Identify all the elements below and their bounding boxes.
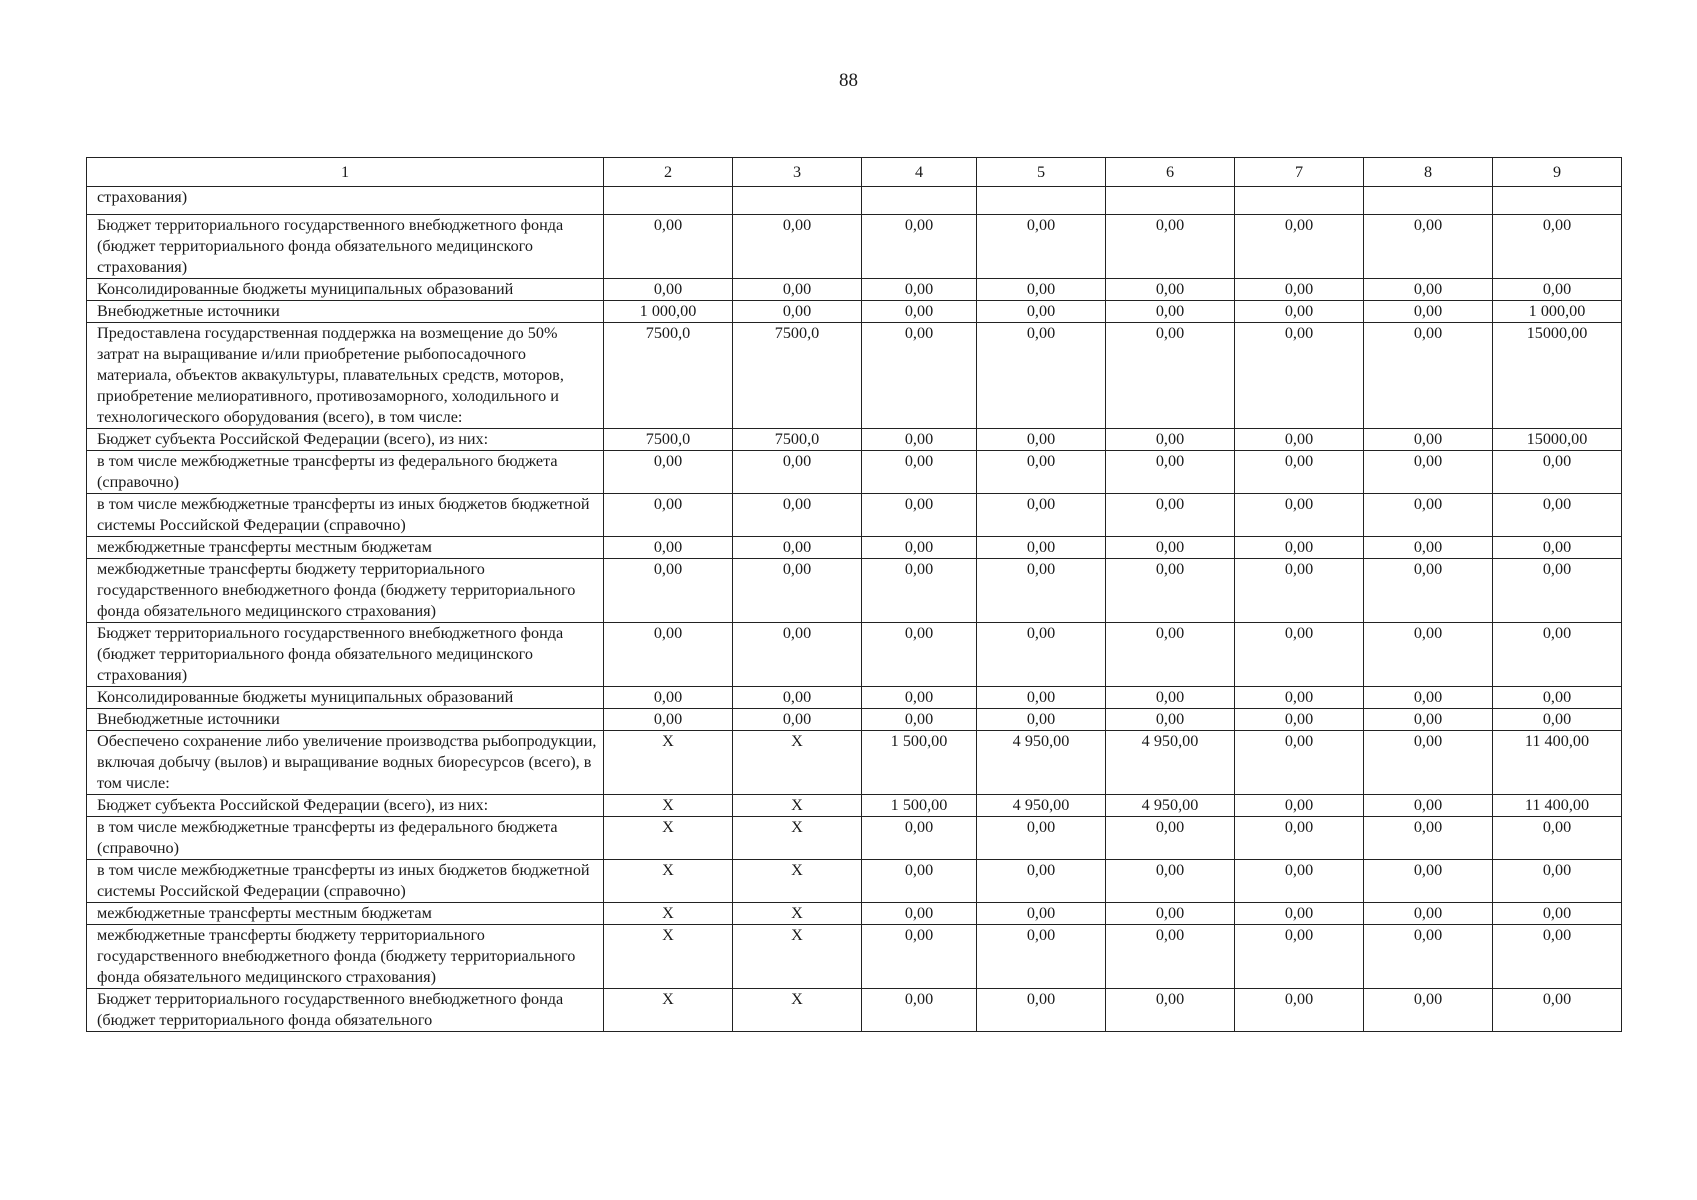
value-cell: 0,00 [733, 623, 862, 687]
value-cell: 0,00 [1364, 623, 1493, 687]
value-cell: 0,00 [1106, 903, 1235, 925]
value-cell: 4 950,00 [1106, 795, 1235, 817]
value-cell: 0,00 [862, 817, 977, 860]
value-cell: X [733, 860, 862, 903]
value-cell: 0,00 [1493, 687, 1622, 709]
value-cell: 0,00 [733, 279, 862, 301]
value-cell: 0,00 [977, 559, 1106, 623]
value-cell: 0,00 [604, 537, 733, 559]
value-cell: 0,00 [604, 559, 733, 623]
value-cell: 0,00 [1364, 903, 1493, 925]
table-row [87, 860, 1622, 903]
row-label: межбюджетные трансферты бюджету территориального государственного внебюджетного фонда (бюджету территориального фонда обязательного медицинского страхования) [87, 559, 604, 623]
row-label: Консолидированные бюджеты муниципальных образований [87, 687, 604, 709]
value-cell: 0,00 [1364, 323, 1493, 429]
value-cell: 0,00 [1493, 989, 1622, 1032]
row-label: Бюджет субъекта Российской Федерации (всего), из них: [87, 429, 604, 451]
value-cell: 0,00 [604, 451, 733, 494]
value-cell: 0,00 [862, 687, 977, 709]
value-cell: 0,00 [1235, 623, 1364, 687]
value-cell: 0,00 [977, 323, 1106, 429]
value-cell: 0,00 [1235, 925, 1364, 989]
value-cell [1235, 187, 1364, 215]
value-cell: 0,00 [1364, 989, 1493, 1032]
row-label: Бюджет территориального государственного внебюджетного фонда (бюджет территориального фонда обязательного медицинского страхования) [87, 215, 604, 279]
table-row [87, 279, 1622, 301]
value-cell: 0,00 [1235, 451, 1364, 494]
value-cell: 4 950,00 [1106, 731, 1235, 795]
value-cell: 0,00 [862, 323, 977, 429]
value-cell: 0,00 [977, 429, 1106, 451]
value-cell: X [733, 795, 862, 817]
value-cell: 0,00 [1493, 451, 1622, 494]
value-cell: 0,00 [1235, 215, 1364, 279]
value-cell: 0,00 [1106, 623, 1235, 687]
value-cell: 0,00 [862, 925, 977, 989]
value-cell: 0,00 [977, 860, 1106, 903]
value-cell: 0,00 [977, 537, 1106, 559]
page-number: 88 [839, 70, 858, 91]
value-cell: 0,00 [977, 989, 1106, 1032]
row-label: Внебюджетные источники [87, 709, 604, 731]
value-cell: 1 000,00 [1493, 301, 1622, 323]
value-cell: 0,00 [1235, 817, 1364, 860]
table-row [87, 903, 1622, 925]
value-cell: 0,00 [1235, 989, 1364, 1032]
value-cell: 0,00 [862, 903, 977, 925]
value-cell: X [604, 731, 733, 795]
value-cell [1106, 187, 1235, 215]
column-header: 8 [1364, 158, 1493, 187]
value-cell: 0,00 [1235, 323, 1364, 429]
value-cell: 0,00 [1364, 215, 1493, 279]
row-label: межбюджетные трансферты местным бюджетам [87, 903, 604, 925]
value-cell: 0,00 [1106, 989, 1235, 1032]
row-label: Бюджет субъекта Российской Федерации (всего), из них: [87, 795, 604, 817]
value-cell: 0,00 [977, 623, 1106, 687]
value-cell: 0,00 [1493, 494, 1622, 537]
value-cell: 0,00 [604, 687, 733, 709]
value-cell: 0,00 [977, 687, 1106, 709]
value-cell: 0,00 [977, 215, 1106, 279]
column-header: 7 [1235, 158, 1364, 187]
column-header: 4 [862, 158, 977, 187]
value-cell: 7500,0 [604, 429, 733, 451]
value-cell: 0,00 [1364, 537, 1493, 559]
column-header: 6 [1106, 158, 1235, 187]
value-cell: 0,00 [862, 279, 977, 301]
value-cell: 0,00 [977, 279, 1106, 301]
table-row [87, 623, 1622, 687]
value-cell: 0,00 [604, 709, 733, 731]
value-cell: 0,00 [1106, 709, 1235, 731]
value-cell: 0,00 [862, 709, 977, 731]
value-cell: X [733, 731, 862, 795]
value-cell: 0,00 [1493, 559, 1622, 623]
value-cell: 0,00 [862, 860, 977, 903]
value-cell: 0,00 [1235, 795, 1364, 817]
value-cell: 0,00 [1235, 687, 1364, 709]
value-cell: 0,00 [1106, 559, 1235, 623]
value-cell: 0,00 [1106, 494, 1235, 537]
value-cell: 11 400,00 [1493, 731, 1622, 795]
value-cell: 0,00 [862, 989, 977, 1032]
value-cell: 0,00 [1364, 817, 1493, 860]
table-row [87, 559, 1622, 623]
value-cell: 0,00 [604, 279, 733, 301]
value-cell: X [604, 989, 733, 1032]
value-cell: 0,00 [1106, 301, 1235, 323]
value-cell: X [733, 925, 862, 989]
value-cell: 0,00 [1493, 537, 1622, 559]
value-cell: 0,00 [862, 215, 977, 279]
value-cell: 0,00 [862, 301, 977, 323]
value-cell: X [604, 903, 733, 925]
value-cell: 7500,0 [733, 429, 862, 451]
value-cell: 4 950,00 [977, 795, 1106, 817]
row-label: межбюджетные трансферты местным бюджетам [87, 537, 604, 559]
value-cell: X [604, 795, 733, 817]
value-cell: 0,00 [1106, 687, 1235, 709]
value-cell: 11 400,00 [1493, 795, 1622, 817]
table-row [87, 687, 1622, 709]
value-cell: 0,00 [1106, 215, 1235, 279]
value-cell: 0,00 [1235, 903, 1364, 925]
value-cell: 0,00 [1493, 623, 1622, 687]
row-label: Бюджет территориального государственного внебюджетного фонда (бюджет территориального фонда обязательного [87, 989, 604, 1032]
table-row [87, 925, 1622, 989]
value-cell: 0,00 [733, 215, 862, 279]
value-cell: 0,00 [733, 709, 862, 731]
value-cell: 0,00 [1493, 903, 1622, 925]
table-row [87, 989, 1622, 1032]
value-cell: 0,00 [1364, 795, 1493, 817]
value-cell: 0,00 [1106, 279, 1235, 301]
value-cell: 0,00 [1364, 709, 1493, 731]
value-cell: 0,00 [1235, 559, 1364, 623]
row-label: Обеспечено сохранение либо увеличение производства рыбопродукции, включая добычу (вылов) и выращивание водных биоресурсов (всего), в том числе: [87, 731, 604, 795]
value-cell: 0,00 [1235, 709, 1364, 731]
column-header: 2 [604, 158, 733, 187]
value-cell: 0,00 [1364, 451, 1493, 494]
value-cell: 0,00 [733, 559, 862, 623]
value-cell: 0,00 [1364, 429, 1493, 451]
value-cell: 0,00 [1235, 279, 1364, 301]
value-cell: 0,00 [977, 709, 1106, 731]
value-cell: 0,00 [1106, 817, 1235, 860]
value-cell: 0,00 [862, 494, 977, 537]
value-cell: 0,00 [1364, 301, 1493, 323]
row-label: Бюджет территориального государственного внебюджетного фонда (бюджет территориального фонда обязательного медицинского страхования) [87, 623, 604, 687]
value-cell: 0,00 [733, 494, 862, 537]
value-cell [1493, 187, 1622, 215]
row-label: Предоставлена государственная поддержка на возмещение до 50% затрат на выращивание и/или приобретение рыбопосадочного материала, объектов аквакультуры, плавательных средств, моторов, приобретение мелиоративного, противозаморного, холодильного и технологического оборудования (всего), в том числе: [87, 323, 604, 429]
value-cell: 1 000,00 [604, 301, 733, 323]
value-cell: 0,00 [1364, 559, 1493, 623]
value-cell: 0,00 [1235, 537, 1364, 559]
value-cell: 0,00 [1493, 925, 1622, 989]
table-row [87, 451, 1622, 494]
value-cell: X [604, 860, 733, 903]
value-cell: 0,00 [1493, 817, 1622, 860]
value-cell: 4 950,00 [977, 731, 1106, 795]
table-row [87, 795, 1622, 817]
value-cell: X [604, 817, 733, 860]
row-label: в том числе межбюджетные трансферты из федерального бюджета (справочно) [87, 817, 604, 860]
value-cell: 0,00 [1106, 429, 1235, 451]
column-header: 1 [87, 158, 604, 187]
value-cell: 0,00 [1364, 925, 1493, 989]
value-cell: 15000,00 [1493, 323, 1622, 429]
value-cell: 0,00 [977, 451, 1106, 494]
row-label: Внебюджетные источники [87, 301, 604, 323]
table-row [87, 215, 1622, 279]
value-cell: 0,00 [604, 623, 733, 687]
table-row [87, 817, 1622, 860]
value-cell: 0,00 [862, 429, 977, 451]
row-label: Консолидированные бюджеты муниципальных образований [87, 279, 604, 301]
table-row [87, 731, 1622, 795]
value-cell: 7500,0 [733, 323, 862, 429]
value-cell: 0,00 [1106, 925, 1235, 989]
value-cell: 0,00 [733, 687, 862, 709]
row-label: страхования) [87, 187, 604, 215]
value-cell: 0,00 [1106, 451, 1235, 494]
value-cell: 0,00 [1106, 537, 1235, 559]
value-cell: 0,00 [862, 559, 977, 623]
value-cell [862, 187, 977, 215]
table-row [87, 537, 1622, 559]
value-cell: 0,00 [1364, 494, 1493, 537]
table-row [87, 323, 1622, 429]
value-cell: 0,00 [1235, 494, 1364, 537]
value-cell [604, 187, 733, 215]
value-cell: 1 500,00 [862, 731, 977, 795]
value-cell: 0,00 [977, 817, 1106, 860]
column-header: 9 [1493, 158, 1622, 187]
row-label: в том числе межбюджетные трансферты из федерального бюджета (справочно) [87, 451, 604, 494]
value-cell [1364, 187, 1493, 215]
table-row [87, 709, 1622, 731]
row-label: межбюджетные трансферты бюджету территориального государственного внебюджетного фонда (бюджету территориального фонда обязательного медицинского страхования) [87, 925, 604, 989]
value-cell: 0,00 [1235, 731, 1364, 795]
value-cell: 0,00 [733, 301, 862, 323]
value-cell: 0,00 [1364, 687, 1493, 709]
value-cell: X [733, 903, 862, 925]
row-label: в том числе межбюджетные трансферты из иных бюджетов бюджетной системы Российской Федерации (справочно) [87, 860, 604, 903]
value-cell: X [733, 817, 862, 860]
value-cell: 0,00 [977, 925, 1106, 989]
column-number-row [87, 158, 1622, 187]
value-cell: 0,00 [1106, 323, 1235, 429]
value-cell: 0,00 [1493, 279, 1622, 301]
budget-table [86, 157, 1622, 1032]
value-cell: 0,00 [1106, 860, 1235, 903]
value-cell: 0,00 [733, 451, 862, 494]
value-cell: 0,00 [604, 215, 733, 279]
value-cell: 0,00 [862, 451, 977, 494]
value-cell: 0,00 [1364, 731, 1493, 795]
value-cell: 0,00 [1493, 215, 1622, 279]
value-cell: X [604, 925, 733, 989]
table-row [87, 429, 1622, 451]
table-row [87, 494, 1622, 537]
value-cell: 0,00 [1235, 301, 1364, 323]
value-cell: 0,00 [1364, 279, 1493, 301]
value-cell: X [733, 989, 862, 1032]
value-cell: 0,00 [1493, 860, 1622, 903]
value-cell: 0,00 [977, 903, 1106, 925]
table-row [87, 301, 1622, 323]
column-header: 5 [977, 158, 1106, 187]
table-row [87, 187, 1622, 215]
value-cell: 0,00 [604, 494, 733, 537]
row-label: в том числе межбюджетные трансферты из иных бюджетов бюджетной системы Российской Федерации (справочно) [87, 494, 604, 537]
value-cell: 7500,0 [604, 323, 733, 429]
value-cell: 0,00 [1364, 860, 1493, 903]
value-cell [977, 187, 1106, 215]
table-body [87, 187, 1622, 1032]
value-cell: 0,00 [1235, 429, 1364, 451]
value-cell: 0,00 [1493, 709, 1622, 731]
value-cell: 0,00 [733, 537, 862, 559]
value-cell [733, 187, 862, 215]
value-cell: 1 500,00 [862, 795, 977, 817]
value-cell: 0,00 [862, 537, 977, 559]
value-cell: 0,00 [862, 623, 977, 687]
value-cell: 0,00 [1235, 860, 1364, 903]
value-cell: 0,00 [977, 494, 1106, 537]
value-cell: 0,00 [977, 301, 1106, 323]
value-cell: 15000,00 [1493, 429, 1622, 451]
column-header: 3 [733, 158, 862, 187]
